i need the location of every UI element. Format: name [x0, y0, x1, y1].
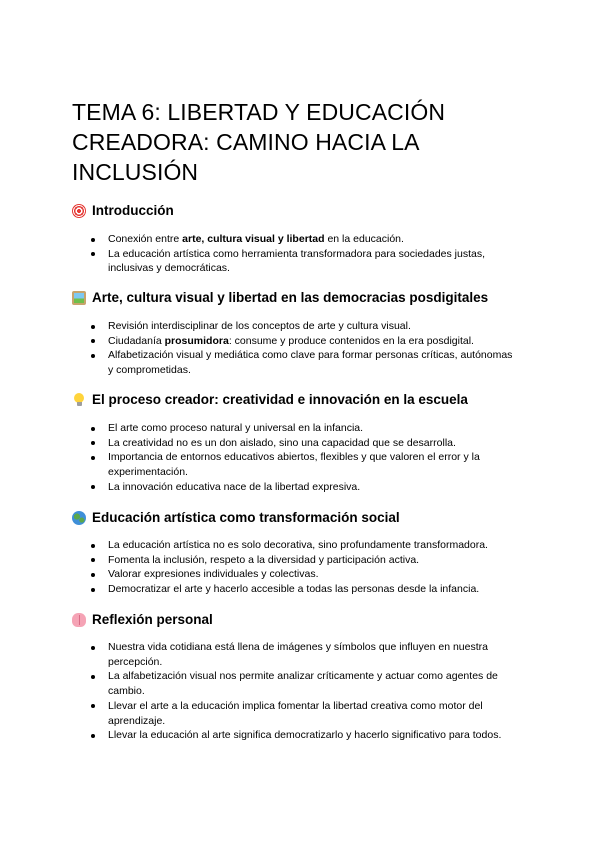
section-heading-text: Reflexión personal: [92, 612, 213, 627]
document-title: TEMA 6: LIBERTAD Y EDUCACIÓN CREADORA: CAMINO HACIA LA INCLUSIÓN: [72, 99, 446, 185]
list-item: La innovación educativa nace de la libertad expresiva.: [90, 480, 520, 495]
section-heading-arte-cultura: [72, 289, 488, 307]
list-item-text-before: Ciudadanía: [108, 334, 165, 347]
bullet-list-transformacion-social: [90, 538, 520, 597]
list-item: Importancia de entornos educativos abiertos, flexibles y que valoren el error y la experimentación.: [90, 450, 520, 479]
list-item: La educación artística como herramienta transformadora para sociedades justas, inclusivas y democráticas.: [90, 247, 520, 276]
list-item: Llevar la educación al arte significa democratizarlo y hacerlo significativo para todos.: [90, 728, 520, 743]
target-icon: [72, 204, 86, 218]
list-item: Alfabetización visual y mediática como clave para formar personas críticas, autónomas y comprometidas.: [90, 348, 520, 377]
framed-picture-icon: [72, 291, 86, 305]
list-item: El arte como proceso natural y universal en la infancia.: [90, 421, 520, 436]
section-heading-text: Arte, cultura visual y libertad en las democracias posdigitales: [92, 290, 489, 305]
list-item-bold-text: arte, cultura visual y libertad: [182, 233, 325, 245]
section-heading-transformacion-social: [72, 509, 400, 527]
list-item-text-after: : consume y produce contenidos en la era posdigital.: [228, 334, 474, 347]
bullet-list-proceso-creador: [90, 421, 520, 495]
list-item: Democratizar el arte y hacerlo accesible a todas las personas desde la infancia.: [90, 582, 520, 597]
brain-icon: [72, 613, 86, 627]
list-item-text-after: en la educación.: [324, 233, 404, 245]
section-heading-reflexion-personal: [72, 611, 213, 629]
list-item: [90, 232, 520, 247]
section-heading-introduccion: [72, 202, 174, 220]
bullet-list-reflexion-personal: [90, 640, 520, 743]
list-item: La alfabetización visual nos permite analizar críticamente y actuar como agentes de cambio.: [90, 669, 520, 698]
list-item: La creatividad no es un don aislado, sino una capacidad que se desarrolla.: [90, 436, 520, 451]
section-heading-text: El proceso creador: creatividad e innovación en la escuela: [92, 392, 468, 407]
section-heading-proceso-creador: [72, 391, 468, 409]
globe-icon: [72, 511, 86, 525]
list-item: Llevar el arte a la educación implica fomentar la libertad creativa como motor del aprendizaje.: [90, 699, 520, 728]
bullet-list-introduccion: [90, 232, 520, 276]
list-item: Valorar expresiones individuales y colectivas.: [90, 567, 520, 582]
section-heading-text: Introducción: [92, 203, 174, 218]
list-item-text-before: Conexión entre: [108, 233, 183, 245]
list-item-bold-text: prosumidora: [164, 334, 229, 347]
section-heading-text: Educación artística como transformación social: [92, 510, 400, 525]
list-item: Nuestra vida cotidiana está llena de imágenes y símbolos que influyen en nuestra percepción.: [90, 640, 520, 669]
list-item: [90, 334, 520, 349]
list-item: Fomenta la inclusión, respeto a la diversidad y participación activa.: [90, 553, 520, 568]
list-item: Revisión interdisciplinar de los conceptos de arte y cultura visual.: [90, 319, 520, 334]
bullet-list-arte-cultura: [90, 319, 520, 378]
list-item: La educación artística no es solo decorativa, sino profundamente transformadora.: [90, 538, 520, 553]
light-bulb-icon: [72, 393, 86, 407]
